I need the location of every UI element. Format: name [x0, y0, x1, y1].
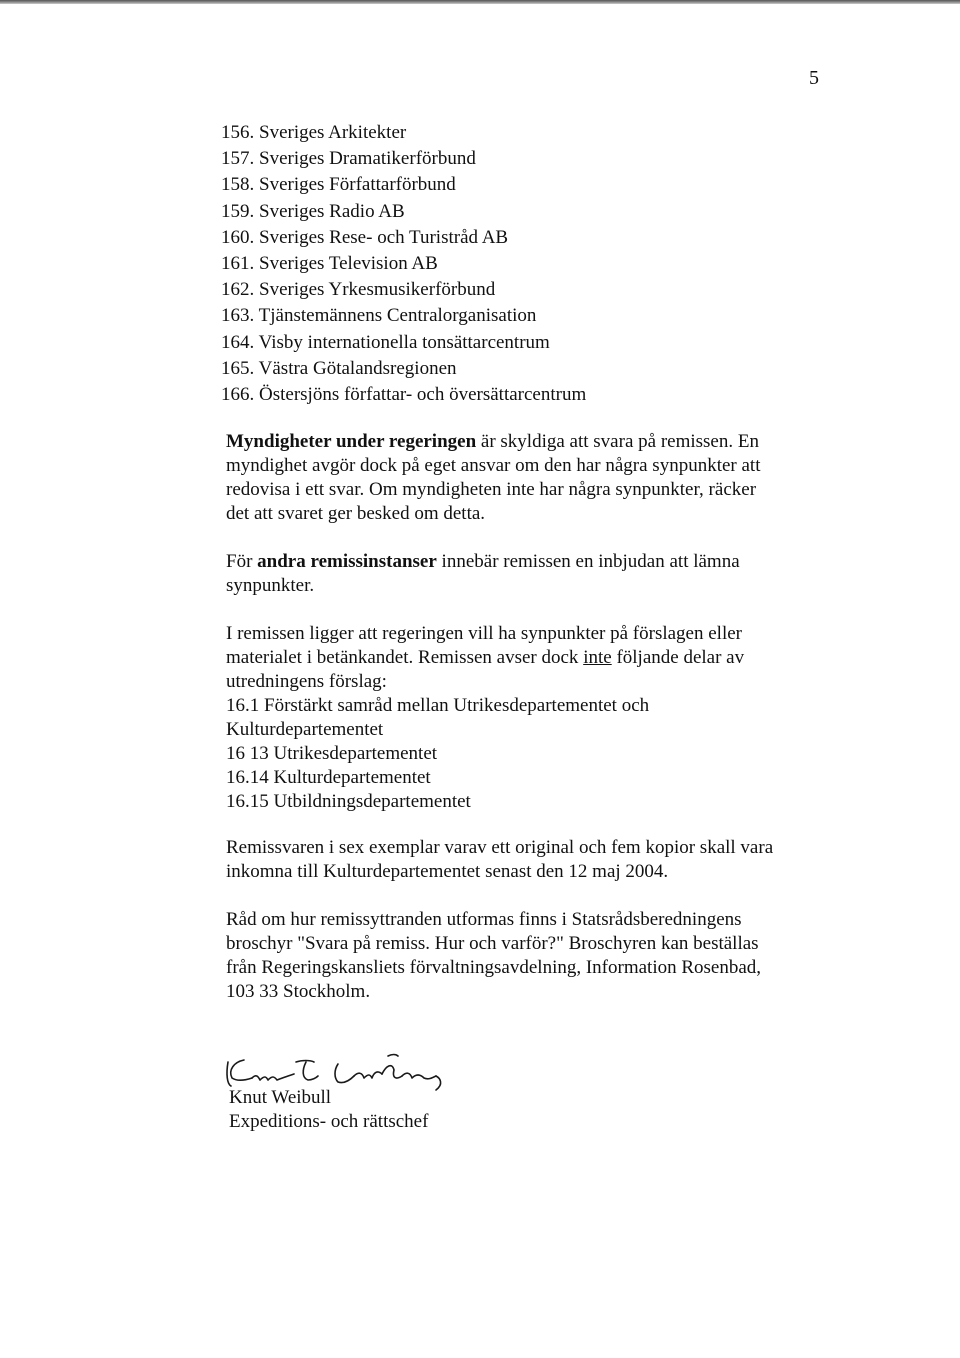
- paragraph-authorities: [226, 430, 826, 526]
- text-line: broschyr "Svara på remiss. Hur och varför?" Broschyren kan beställas: [226, 933, 759, 954]
- signer-title: Expeditions- och rättschef: [229, 1111, 429, 1132]
- bold-phrase: Myndigheter under regeringen: [226, 431, 477, 452]
- list-item: 162. Sveriges Yrkesmusikerförbund: [221, 279, 496, 301]
- text-line: synpunkter.: [226, 575, 315, 596]
- recipient-list: [221, 120, 586, 408]
- list-item: 157. Sveriges Dramatikerförbund: [221, 148, 476, 170]
- text-line: redovisa i ett svar. Om myndigheten inte har några synpunkter, räcker: [226, 479, 757, 500]
- list-item: 159. Sveriges Radio AB: [221, 200, 405, 222]
- list-item: 166. Östersjöns författar- och översättarcentrum: [221, 384, 587, 406]
- text-line: det att svaret ger besked om detta.: [226, 503, 486, 524]
- text-span: innebär remissen en inbjudan att lämna: [436, 551, 740, 572]
- list-item: 163. Tjänstemännens Centralorganisation: [221, 305, 537, 327]
- text-span: följande delar av: [611, 647, 745, 668]
- text-line: myndighet avgör dock på eget ansvar om den har några synpunkter att: [226, 455, 761, 476]
- text-line: Remissvaren i sex exemplar varav ett original och fem kopior skall vara: [226, 837, 774, 858]
- list-item: 160. Sveriges Rese- och Turistråd AB: [221, 226, 509, 248]
- text-line: Kulturdepartementet: [226, 719, 384, 740]
- text-line: [226, 646, 826, 670]
- text-span: För: [226, 551, 258, 572]
- text-line: utredningens förslag:: [226, 671, 387, 692]
- text-line: 16.14 Kulturdepartementet: [226, 767, 431, 788]
- signer-name: Knut Weibull: [229, 1087, 332, 1108]
- signer-block: [229, 1086, 428, 1134]
- list-item: 164. Visby internationella tonsättarcentrum: [221, 331, 550, 353]
- list-item: 156. Sveriges Arkitekter: [221, 122, 407, 143]
- text-line: 103 33 Stockholm.: [226, 981, 371, 1002]
- list-item: 158. Sveriges Författarförbund: [221, 174, 456, 196]
- paragraph-advice: [226, 908, 826, 1004]
- page-number: 5: [809, 67, 819, 89]
- paragraph-scope: [226, 622, 826, 814]
- text-line: 16.15 Utbildningsdepartementet: [226, 791, 471, 812]
- list-item: 161. Sveriges Television AB: [221, 253, 438, 275]
- text-line: från Regeringskansliets förvaltningsavdelning, Information Rosenbad,: [226, 957, 762, 978]
- scan-edge: [0, 0, 960, 4]
- text-line: Råd om hur remissyttranden utformas finns i Statsrådsberedningens: [226, 909, 742, 930]
- text-line: [226, 550, 826, 574]
- paragraph-deadline: [226, 836, 826, 884]
- text-line: 16.1 Förstärkt samråd mellan Utrikesdepartementet och: [226, 695, 650, 716]
- bold-phrase: andra remissinstanser: [257, 551, 437, 572]
- underlined-word: inte: [583, 647, 612, 668]
- text-span: är skyldiga att svara på remissen. En: [476, 431, 759, 452]
- text-line: [226, 430, 826, 454]
- text-line: I remissen ligger att regeringen vill ha synpunkter på förslagen eller: [226, 623, 742, 644]
- text-span: materialet i betänkandet. Remissen avser dock: [226, 647, 584, 668]
- list-item: 165. Västra Götalandsregionen: [221, 357, 457, 379]
- text-line: inkomna till Kulturdepartementet senast den 12 maj 2004.: [226, 861, 669, 882]
- text-line: 16 13 Utrikesdepartementet: [226, 743, 438, 764]
- paragraph-other-bodies: [226, 550, 826, 598]
